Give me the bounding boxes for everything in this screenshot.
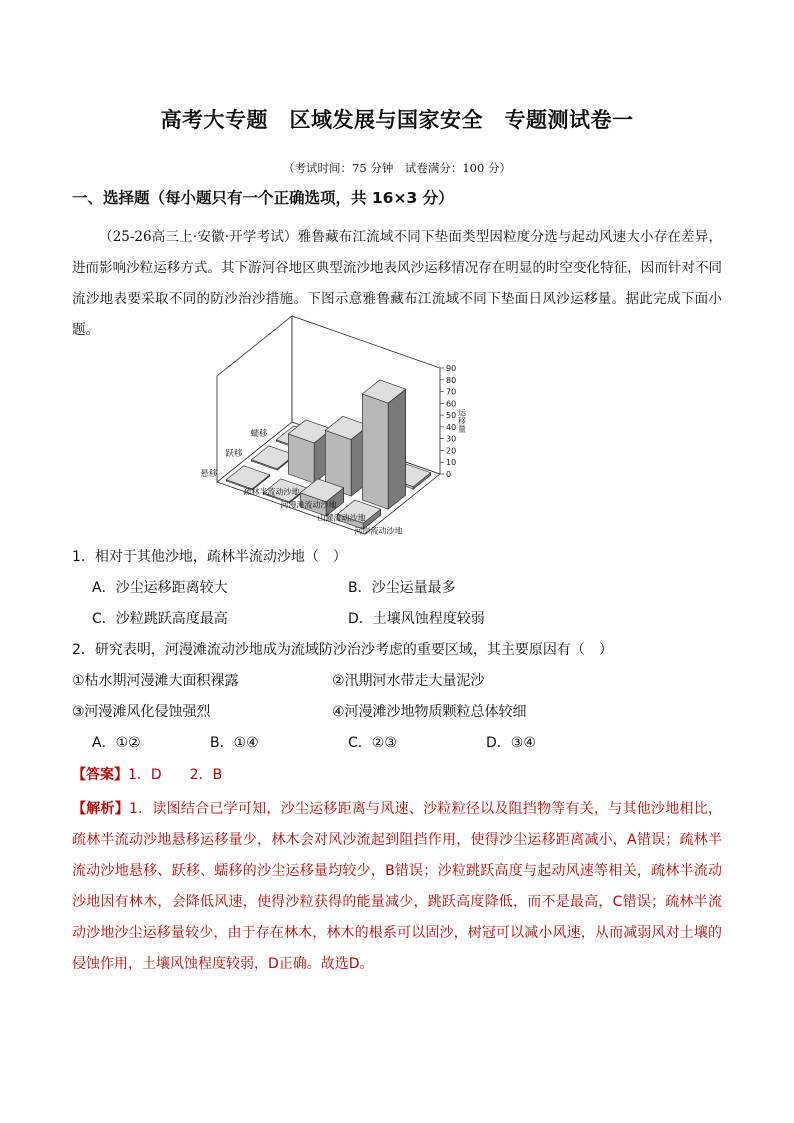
answer-text: 1．D 2．B bbox=[128, 767, 223, 783]
question-2-option-c: C．②③ bbox=[348, 735, 397, 751]
section-heading: 一、选择题（每小题只有一个正确选项，共 16×3 分） bbox=[72, 189, 454, 207]
y-tick-label: 40 bbox=[446, 422, 457, 432]
y-tick-label: 90 bbox=[446, 364, 457, 373]
question-2-item-4: ④河漫滩沙地物质颗粒总体较细 bbox=[332, 704, 527, 720]
y-tick-label: 0 bbox=[446, 470, 452, 479]
question-2-stem: 2．研究表明，河漫滩流动沙地成为流域防沙治沙考虑的重要区域，其主要原因有（ ） bbox=[72, 642, 613, 658]
analysis-text: 1．读图结合已学可知，沙尘运移距离与风速、沙粒粒径以及阻挡物等有关，与其他沙地相比，疏林半流动沙地悬移运移量少，林木会对风沙流起到阻挡作用，使得沙尘运移距离减小，A错误；疏林半流动沙地悬移、跃移、蠕移的沙尘运移量均较少，B错误；沙粒跳跃高度与起动风速等相关，疏林半流动沙地因有林木，会降低风速，使得沙粒获得的能量减少，跳跃高度降低，而不是最高，C错误；疏林半流动沙地沙尘运移量较少，由于存在林木，林木的根系可以固沙，树冠可以减小风速，从而减弱风对土壤的侵蚀作用，土壤风蚀程度较弱，D正确。故选D。 bbox=[72, 801, 723, 972]
question-2-item-1: ①枯水期河漫滩大面积裸露 bbox=[72, 673, 239, 689]
category-label-mode: 跃移 bbox=[225, 449, 243, 459]
bar-front-face bbox=[362, 394, 388, 509]
y-axis-label: 运移量 bbox=[457, 408, 467, 433]
y-tick-label: 20 bbox=[446, 446, 457, 456]
passage-source: （25-26高三上·安徽·开学考试） bbox=[99, 229, 298, 245]
question-1-option-b: B．沙尘运量最多 bbox=[348, 580, 456, 596]
category-label-surface: 疏林半流动沙地 bbox=[243, 487, 300, 497]
answer-tag: 【答案】 bbox=[72, 767, 128, 783]
y-tick-label: 60 bbox=[446, 399, 457, 409]
category-label-mode: 悬移 bbox=[200, 469, 218, 479]
question-1-option-d: D．土壤风蚀程度较弱 bbox=[348, 611, 485, 627]
answer bbox=[72, 764, 222, 784]
question-1-option-c: C．沙粒跳跃高度最高 bbox=[92, 611, 228, 627]
bar-side-face bbox=[388, 389, 406, 509]
analysis bbox=[72, 794, 722, 980]
y-tick-label: 80 bbox=[446, 375, 457, 385]
question-2-option-a: A．①② bbox=[92, 735, 141, 751]
page-title: 高考大专题 区域发展与国家安全 专题测试卷一 bbox=[160, 108, 634, 132]
exam-info: （考试时间：75 分钟 试卷满分：100 分） bbox=[283, 161, 511, 175]
passage-text: 雅鲁藏布江流域不同下垫面类型因粒度分选与起动风速大小存在差异，进而影响沙粒运移方式。其下游河谷地区典型流沙地表风沙运移情况存在明显的时空变化特征，因而针对不同流沙地表要采取不同的防沙治沙措施。下图示意雅鲁藏布江流域不同下垫面日风沙运移量。据此完成下面小题。 bbox=[72, 229, 722, 338]
category-label-surface: 山麓流动沙地 bbox=[317, 513, 366, 523]
category-label-surface: 河漫滩流动沙地 bbox=[280, 500, 337, 510]
question-1-stem: 1．相对于其他沙地，疏林半流动沙地（ ） bbox=[72, 549, 347, 565]
y-tick-label: 10 bbox=[446, 458, 457, 468]
y-tick-label: 30 bbox=[446, 434, 457, 444]
category-label-mode: 蠕移 bbox=[250, 429, 268, 439]
bar-chart-3d bbox=[200, 346, 528, 536]
question-2-option-b: B．①④ bbox=[210, 735, 259, 751]
y-tick-label: 50 bbox=[446, 411, 457, 421]
y-tick-label: 70 bbox=[446, 387, 457, 397]
question-2-item-2: ②汛期河水带走大量泥沙 bbox=[332, 673, 485, 689]
category-label-surface: 河岸流动沙地 bbox=[354, 526, 403, 536]
question-1-option-a: A．沙尘运移距离较大 bbox=[92, 580, 228, 596]
question-2-item-3: ③河漫滩风化侵蚀强烈 bbox=[72, 704, 211, 720]
analysis-tag: 【解析】 bbox=[72, 801, 129, 817]
passage bbox=[72, 222, 722, 346]
question-2-option-d: D．③④ bbox=[486, 735, 536, 751]
